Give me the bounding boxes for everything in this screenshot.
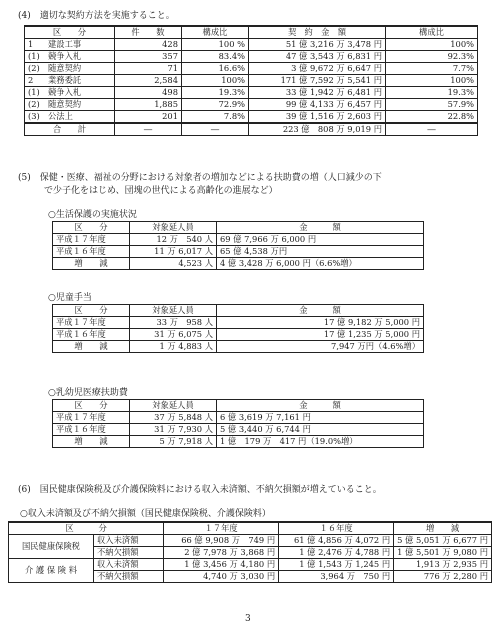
row-label: 平成１６年度 — [53, 246, 130, 258]
welfare-table — [52, 221, 424, 270]
arrears-table-title: ○収入未済額及び不納欠損額（国民健康保険税、介護保険料） — [20, 509, 271, 519]
infant-medical-title: ○乳幼児医療扶助費 — [48, 388, 128, 398]
table-row — [25, 63, 478, 75]
row-label: 公法上 — [45, 111, 115, 124]
row-label: 平成１７年度 — [53, 317, 130, 329]
row-amount: 7,947 万円（4.6%増） — [217, 341, 424, 353]
row-persons: 4,523 人 — [130, 258, 217, 270]
row-amount: 47 億 3,543 万 6,831 円 — [249, 51, 386, 63]
row-label: 平成１７年度 — [53, 234, 130, 246]
table-row — [53, 436, 424, 448]
row-ratio: 83.4% — [182, 51, 249, 63]
row-type: 不納欠損額 — [94, 571, 164, 583]
row-label: 増 減 — [53, 341, 130, 353]
row-amount: 3 億 9,672 万 6,647 円 — [249, 63, 386, 75]
header-category: 区 分 — [53, 400, 130, 412]
row-ratio: 100 % — [182, 39, 249, 51]
row-ratio2: 92.3% — [386, 51, 478, 63]
header-fy17: １７年度 — [164, 522, 279, 535]
row-persons: 1 万 4,883 人 — [130, 341, 217, 353]
row-amount: 171 億 7,592 万 5,541 円 — [249, 75, 386, 87]
row-ratio: 19.3% — [182, 87, 249, 99]
row-persons: 12 万 540 人 — [130, 234, 217, 246]
header-persons: 対象延人員 — [130, 400, 217, 412]
row-count: 201 — [115, 111, 182, 124]
row-amount: 17 億 9,182 万 5,000 円 — [217, 317, 424, 329]
row-ratio: 72.9% — [182, 99, 249, 111]
row-amount: 69 億 7,966 万 6,000 円 — [217, 234, 424, 246]
row-fy16: 61 億 4,856 万 4,072 円 — [279, 535, 394, 547]
group-label: 国民健康保険税 — [9, 535, 94, 559]
arrears-table — [8, 521, 492, 583]
row-label: 業務委託 — [45, 75, 115, 87]
row-count: 498 — [115, 87, 182, 99]
table-row — [53, 329, 424, 341]
row-persons: 31 万 7,930 人 — [130, 424, 217, 436]
total-ratio2: ― — [386, 123, 478, 136]
row-label: 平成１６年度 — [53, 424, 130, 436]
child-allowance-title: ○児童手当 — [48, 293, 92, 303]
row-fy16: 1 億 2,476 万 4,788 円 — [279, 547, 394, 559]
row-fy17: 66 億 9,908 万 749 円 — [164, 535, 279, 547]
row-amount: 51 億 3,216 万 3,478 円 — [249, 39, 386, 51]
section6-title: (6) 国民健康保険税及び介護保険料における収入未済額、不納欠損額が増えていること。 — [18, 485, 382, 495]
row-ratio: 100% — [182, 75, 249, 87]
header-persons: 対象延人員 — [130, 305, 217, 317]
total-label: 合 計 — [25, 123, 115, 136]
table-row — [25, 99, 478, 111]
contract-header-count: 件 数 — [115, 26, 182, 39]
row-type: 収入未済額 — [94, 535, 164, 547]
total-count: ― — [115, 123, 182, 136]
row-count: 357 — [115, 51, 182, 63]
row-amount: 65 億 4,538 万円 — [217, 246, 424, 258]
row-ratio2: 7.7% — [386, 63, 478, 75]
row-no: (1) — [25, 51, 46, 63]
row-persons: 37 万 5,848 人 — [130, 412, 217, 424]
row-count: 2,584 — [115, 75, 182, 87]
section4-title: (4) 適切な契約方法を実施すること。 — [18, 11, 175, 21]
infant-medical-table — [52, 399, 424, 448]
row-amount: 33 億 1,942 万 6,481 円 — [249, 87, 386, 99]
table-row — [53, 412, 424, 424]
row-label: 平成１６年度 — [53, 329, 130, 341]
row-count: 71 — [115, 63, 182, 75]
total-amount: 223 億 808 万 9,019 円 — [249, 123, 386, 136]
table-row — [9, 535, 492, 547]
contract-header-ratio: 構成比 — [182, 26, 249, 39]
table-row — [25, 75, 478, 87]
contract-header-category: 区 分 — [25, 26, 115, 39]
total-ratio: ― — [182, 123, 249, 136]
row-type: 収入未済額 — [94, 559, 164, 571]
row-persons: 5 万 7,918 人 — [130, 436, 217, 448]
contract-header-amount: 契 約 金 額 — [249, 26, 386, 39]
row-label: 平成１７年度 — [53, 412, 130, 424]
row-label: 競争入札 — [45, 51, 115, 63]
row-label: 増 減 — [53, 258, 130, 270]
row-persons: 31 万 6,075 人 — [130, 329, 217, 341]
row-amount: 99 億 4,133 万 6,457 円 — [249, 99, 386, 111]
row-no: (2) — [25, 63, 46, 75]
table-row — [25, 39, 478, 51]
contract-table — [24, 25, 478, 136]
section5-title-line1: (5) 保健・医療、福祉の分野における対象者の増加などによる扶助費の増（人口減少の下 — [18, 173, 382, 183]
row-persons: 33 万 958 人 — [130, 317, 217, 329]
header-persons: 対象延人員 — [130, 222, 217, 234]
group-label: 介 護 保 険 料 — [9, 559, 94, 583]
row-diff: 1 億 5,501 万 9,080 円 — [394, 547, 492, 559]
page-number: 3 — [245, 614, 251, 624]
row-label: 随意契約 — [45, 63, 115, 75]
table-row — [53, 424, 424, 436]
table-row — [25, 51, 478, 63]
row-type: 不納欠損額 — [94, 547, 164, 559]
row-label: 増 減 — [53, 436, 130, 448]
row-count: 428 — [115, 39, 182, 51]
table-row — [53, 246, 424, 258]
table-row — [9, 559, 492, 571]
row-fy16: 3,964 万 750 円 — [279, 571, 394, 583]
header-category: 区 分 — [53, 222, 130, 234]
table-row — [25, 111, 478, 124]
header-diff: 増 減 — [394, 522, 492, 535]
header-amount: 金 額 — [217, 222, 424, 234]
row-label: 建設工事 — [45, 39, 115, 51]
child-allowance-table — [52, 304, 424, 353]
welfare-table-title: ○生活保護の実施状況 — [48, 210, 137, 220]
row-diff: 776 万 2,280 円 — [394, 571, 492, 583]
row-amount: 1 億 179 万 417 円（19.0%増） — [217, 436, 424, 448]
table-row — [53, 234, 424, 246]
row-count: 1,885 — [115, 99, 182, 111]
table-row — [53, 258, 424, 270]
row-ratio2: 100% — [386, 39, 478, 51]
row-amount: 4 億 3,428 万 6,000 円（6.6%増） — [217, 258, 424, 270]
row-ratio2: 19.3% — [386, 87, 478, 99]
total-row — [25, 123, 478, 136]
row-no: 1 — [25, 39, 46, 51]
header-category: 区 分 — [53, 305, 130, 317]
row-persons: 11 万 6,017 人 — [130, 246, 217, 258]
header-category: 区 分 — [9, 522, 164, 535]
row-no: (1) — [25, 87, 46, 99]
row-fy17: 2 億 7,978 万 3,868 円 — [164, 547, 279, 559]
row-fy17: 4,740 万 3,030 円 — [164, 571, 279, 583]
row-ratio: 7.8% — [182, 111, 249, 124]
row-ratio2: 22.8% — [386, 111, 478, 124]
row-fy16: 1 億 1,543 万 1,245 円 — [279, 559, 394, 571]
row-amount: 6 億 3,619 万 7,161 円 — [217, 412, 424, 424]
row-diff: 5 億 5,051 万 6,677 円 — [394, 535, 492, 547]
header-amount: 金 額 — [217, 305, 424, 317]
table-row — [53, 317, 424, 329]
row-diff: 1,913 万 2,935 円 — [394, 559, 492, 571]
row-no: (3) — [25, 111, 46, 124]
row-amount: 39 億 1,516 万 2,603 円 — [249, 111, 386, 124]
table-row — [53, 341, 424, 353]
row-label: 競争入札 — [45, 87, 115, 99]
row-amount: 5 億 3,440 万 6,744 円 — [217, 424, 424, 436]
row-label: 随意契約 — [45, 99, 115, 111]
row-amount: 17 億 1,235 万 5,000 円 — [217, 329, 424, 341]
row-ratio: 16.6% — [182, 63, 249, 75]
row-fy17: 1 億 3,456 万 4,180 円 — [164, 559, 279, 571]
row-ratio2: 100% — [386, 75, 478, 87]
contract-header-ratio2: 構成比 — [386, 26, 478, 39]
row-ratio2: 57.9% — [386, 99, 478, 111]
header-amount: 金 額 — [217, 400, 424, 412]
row-no: 2 — [25, 75, 46, 87]
table-row — [25, 87, 478, 99]
row-no: (2) — [25, 99, 46, 111]
section5-title-line2: で少子化をはじめ、団塊の世代による高齢化の進展など） — [44, 186, 278, 196]
header-fy16: １６年度 — [279, 522, 394, 535]
